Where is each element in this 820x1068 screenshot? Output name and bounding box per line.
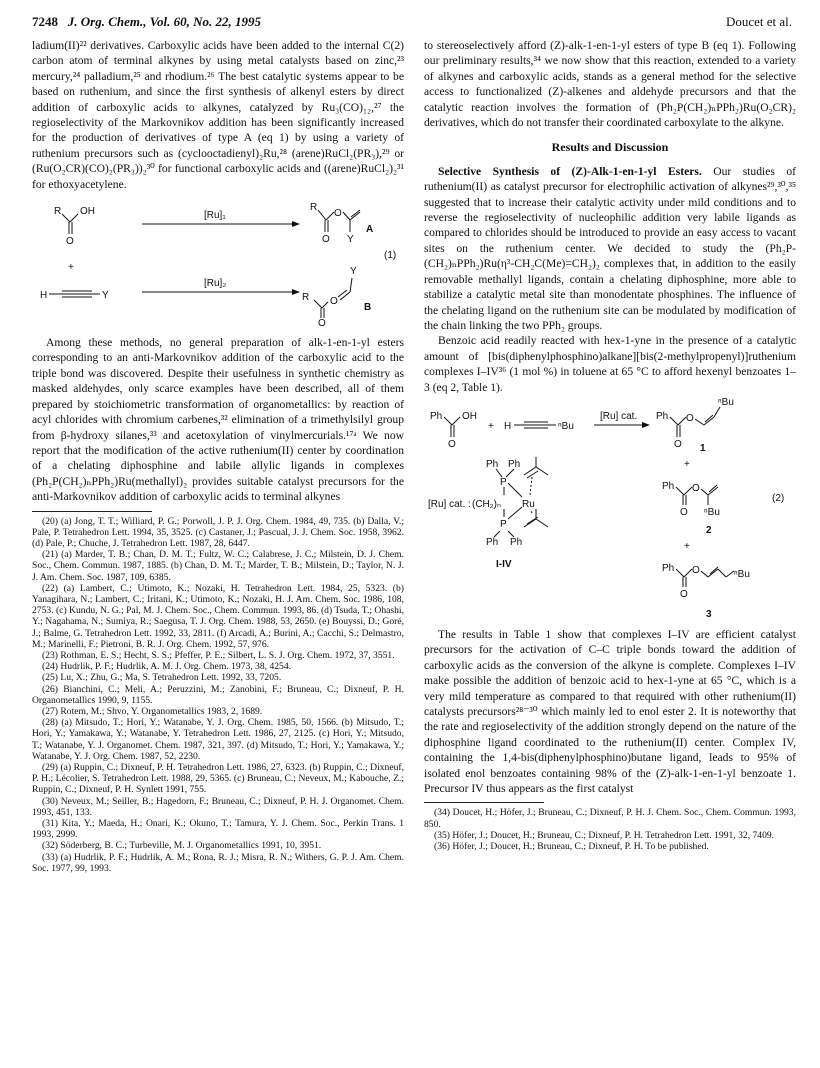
paragraph: ladium(II)²² derivatives. Carboxylic acids have been added to the internal C(2) carbon atom of terminal alkynes by using metal catalysts based on zinc,²³ mercury,²⁴ palladium,²⁵ and rhodium.²⁶ The best catalytic systems appear to be based on ruthenium, and since the first synthesis of alkenyl esters by direct addition of carboxylic acids to alkynes, catalyzed by Ru₃(CO)₁₂,²⁷ the regioselectivity of the Markovnikov addition has been significantly increased for the production of derivatives of type A (eq 1) by using a variety of ruthenium precursors such as (cyclooctadienyl)₂Ru,²⁸ (arene)RuCl₂(PR₃),²⁹ or (Ru(O₂CR)(CO)₂(PR₃))₂³⁰ for functional carboxylic acids and ((arene)RuCl₂)₂³¹ for ethoxyacetylene. (32, 39, 404, 191)
bond (506, 469, 514, 477)
bond (322, 302, 328, 308)
bond (714, 407, 720, 417)
arrowhead (292, 221, 300, 227)
eq2-label-1: 1 (700, 442, 706, 454)
eq2-o-p1b: O (674, 438, 682, 450)
eq1-prodB-r: R (302, 292, 310, 304)
paragraph-text: Our studies of ruthenium(II) as catalyst precursor for electrophilic activation of alkynes²⁹,³⁰,³⁵ suggested that to increase their catalytic activity under mild conditions and to reverse the regioselectivity of nucleophilic addition very labile ligands as compared to chlorides should be introduced to provide an easy access to vacant sites on the ruthenium center. We decided to study the (Ph₂P-(CH₂)ₙPPh₂)Ru(η³-CH₂C(Me)=CH₂)₂ complexes that, in addition to the easily removable methallyl ligands, contain a chelating diphosphine, more able to stabilize a catalytic metal site than monodentate phosphines. The influence of the chelating ligand on the ruthenium site can be modulated by modification of the chain linking the two PPh₂ groups. (424, 164, 797, 332)
paragraph: The results in Table 1 show that complexes I–IV are efficient catalyst precursors for the activation of C–C triple bonds toward the addition of carboxylic acids as the conversion of the alkyne is complete. Complexes I–IV make possible the addition of benzoic acid to hex-1-yne at 65 °C, which is a very mild temperature as compared to that required with other ruthenium(II) catalysts precursors²⁸⁻³⁰ which mainly led to enol ester 2. It is noteworthy that the rate and regioselectivity of the addition strongly depend on the nature of the diphosphine ligand coordinated to the ruthenium(II) center. Complex IV, containing the 1,4-bis(diphenylphosphino)butane ligand, leads to 95% of isolated enol benzoates containing 98% of the (Z)-alk-1-en-1-yl benzoate 1. Precursor IV thus appears as the first catalyst (424, 627, 796, 795)
eq1-alkyne-y: Y (102, 290, 109, 302)
bond (530, 477, 532, 495)
paragraph: Benzoic acid readily reacted with hex-1-yne in the presence of a catalytic amount of [bis(diphenylphosphino)alkane][bis(2-methylpropenyl)]ruthenium complexes I–IV³⁶ (1 mol %) in toluene at 65 °C to afford hexenyl benzoates 1–3 (eq 2, Table 1). (424, 334, 796, 394)
bond (343, 212, 350, 220)
eq2-ph-p2: Ph (662, 480, 675, 492)
reference: (26) Bianchini, C.; Meli, A.; Peruzzini, M.; Zanobini, F.; Bruneau, C.; Dixneuf, P. H. Organometallics 1990, 9, 1155. (32, 683, 404, 706)
equation-2-scheme (424, 395, 796, 627)
bond (708, 569, 718, 577)
bond (508, 507, 522, 519)
eq1-prodA-o2: O (322, 234, 330, 246)
equation-2-svg (424, 395, 796, 627)
paragraph (424, 164, 796, 333)
reference: (21) (a) Marder, T. B.; Chan, D. M. T.; Fultz, W. C.; Calabrese, J. C.; Milstein, D. J. Chem. Soc., Chem. Commun. 1987, 1885. (b) Chan, D. M. T.; Marder, T. B.; Milstein, D.; Taylor, N. J. J. Am. Chem. Soc. 1987, 109, 6385. (32, 549, 404, 583)
bond (340, 292, 350, 300)
methallyl-ligand (524, 509, 548, 527)
eq1-acid-o: O (66, 236, 74, 248)
bond (314, 300, 322, 308)
eq2-plus2: + (684, 458, 690, 470)
eq2-oh: OH (462, 410, 477, 422)
bond (70, 214, 78, 222)
bond (695, 419, 704, 425)
right-column (424, 38, 796, 852)
reference: (34) Doucet, H.; Höfer, J.; Bruneau, C.; Dixneuf, P. H. J. Chem. Soc., Chem. Commun. 1993, 850. (424, 807, 796, 830)
eq2-plus: + (488, 420, 494, 432)
reference: (20) (a) Jong, T. T.; Williard, P. G.; Porwoll, J. P. J. Org. Chem. 1984, 49, 735. (b) Dalla, V.; Pale, P. Tetrahedron Lett. 1994, 35, 3525. (c) Castaner, J.; Pascual, J. J. Chem. Soc. 1958, 3962. (d) Pale, P.; Chuche, J. Tetrahedron Lett. 1987, 28, 6447. (32, 515, 404, 549)
subsection-title: Selective Synthesis of (Z)-Alk-1-en-1-yl Esters. (438, 164, 702, 178)
eq1-alkyne-h: H (40, 290, 48, 302)
eq2-ph-c: Ph (486, 536, 499, 548)
bond (718, 569, 726, 577)
footnote-rule (424, 802, 544, 803)
left-column (32, 38, 404, 874)
eq2-ph-b: Ph (508, 458, 521, 470)
running-authors: Doucet et al. (725, 14, 792, 29)
reference: (24) Hudrlik, P. F.; Hudrlik, A. M. J. Org. Chem. 1973, 38, 4254. (42, 661, 292, 673)
arrowhead (642, 422, 650, 428)
eq1-prodB-o1: O (330, 296, 338, 308)
eq1-prodA-r: R (310, 202, 318, 214)
eq2-ch2n: (CH₂)ₙ (472, 498, 501, 510)
reference: (30) Neveux, M.; Seiller, B.; Hagedorn, F.; Bruneau, C.; Dixneuf, P. H. J. Organomet. Chem. 1993, 451, 133. (32, 795, 404, 818)
eq1-prodB-y: Y (350, 266, 357, 278)
eq2-o-p3b: O (680, 588, 688, 600)
eq1-number: (1) (384, 250, 397, 262)
eq2-o-p2: O (692, 482, 700, 494)
eq1-acid-r: R (54, 206, 62, 218)
bond (684, 487, 692, 495)
bond (496, 469, 502, 477)
bond (684, 569, 692, 577)
bond (701, 571, 708, 577)
eq2-o-acid: O (448, 438, 456, 450)
bond (350, 278, 352, 292)
bond (676, 487, 684, 495)
equation-1-svg (32, 192, 404, 327)
reference: (28) (a) Mitsudo, T.; Hori, Y.; Watanabe, Y. J. Org. Chem. 1985, 50, 1566. (b) Mitsudo, T.; Hori, Y.; Yamakawa, Y.; Watanabe, Y. Tetrahedron Lett. 1986, 27, 2125. (c) Hori, Y.; Mitsudo, T.; Watanabe, Y. J. Organomet. Chem. 1987, 321, 397. (d) Mitsudo, T.; Hori, Y.; Yamakawa, Y.; Watanabe, Y. J. Org. Chem. 1987, 52, 2230. (32, 717, 404, 762)
reference: (25) Lu, X.; Zhu, G.; Ma, S. Tetrahedron Lett. 1992, 33, 7205. (42, 672, 282, 684)
eq2-label-3: 3 (706, 608, 712, 620)
footnote-rule (32, 511, 152, 512)
bond (508, 483, 522, 497)
eq1-plus: + (68, 262, 74, 274)
page-number: 7248 (32, 14, 58, 29)
reference: (33) (a) Hudrlik, P. F.; Hudrlik, A. M.; Rona, R. J.; Misra, R. N.; Withers, G. P. J. Am. Chem. Soc. 1977, 99, 1993. (32, 851, 404, 874)
eq2-ru: Ru (522, 498, 535, 510)
arrowhead (292, 289, 300, 295)
reference: (29) (a) Ruppin, C.; Dixneuf, P. H. Tetrahedron Lett. 1986, 27, 6323. (b) Ruppin, C.; Dixneuf, P. H.; Lécolier, S. Tetrahedron Lett. 1988, 29, 5365. (c) Bruneau, C.; Neveux, M.; Kabouche, Z.; Ruppin, C.; Dixneuf, P. H. Synlett 1991, 755. (32, 762, 404, 796)
eq2-ph-d: Ph (510, 536, 523, 548)
bond (444, 417, 452, 425)
eq2-ph-p3: Ph (662, 562, 675, 574)
reference: (22) (a) Lambert, C.; Utimoto, K.; Nozaki, H. Tetrahedron Lett. 1984, 25, 5323. (b) Yanagihara, N.; Lambert, C.; Iritani, K.; Utimoto, K.; Nozaki, H. J. Am. Chem. Soc. 1986, 108, 2753. (c) Kundu, N. G.; Pal, M. J. Chem. Soc., Chem. Commun. 1993, 86. (d) Tsuda, T.; Ohashi, Y.; Nagahama, N.; Sumiya, R.; Saegusa, T. J. Org. Chem. 1988, 53, 2650. (e) Bouyssi, D.; Goré, J.; Balme, G. Tetrahedron Lett. 1992, 33, 2811. (f) Arcadi, A.; Burini, A.; Cacchi, S.; Delmastro, M.; Marinelli, F.; Pietroni, B. R. J. Org. Chem. 1992, 57, 976. (32, 582, 404, 650)
eq2-cat: [Ru] cat. (600, 410, 638, 422)
eq2-plus3: + (684, 540, 690, 552)
eq2-o-p3: O (692, 564, 700, 576)
reference: (23) Rothman, E. S.; Hecht, S. S.; Pfeffer, P. E.; Silbert, L. S. J. Org. Chem. 1972, 37, 3551. (42, 649, 395, 661)
methallyl-ligand (524, 457, 548, 478)
page-header (32, 14, 792, 34)
eq2-ph-a: Ph (486, 458, 499, 470)
eq2-complex-label: I-IV (496, 558, 512, 570)
eq2-nbu: ⁿBu (558, 420, 574, 432)
reference: (31) Kita, Y.; Maeda, H.; Onari, K.; Okuno, T.; Tamura, Y. J. Chem. Soc., Perkin Trans. 1 1993, 2999. (32, 818, 404, 841)
paragraph: to stereoselectively afford (Z)-alk-1-en-1-yl esters of type B (eq 1). Following our preliminary results,³⁴ we now show that this reaction, extended to a variety of alkynes and carboxylic acids, stands as a general method for the selective access to functionalized (Z)-alkenes and aldehyde precursors and that the catalytic reaction involves the formation of (Ph₂P(CH₂)ₙPPh₂)Ru(O₂CR)₂ derivatives, which do not transfer their coordinated carboxylate to the alkyne. (424, 39, 796, 130)
eq2-ph-p1: Ph (656, 410, 669, 422)
references-right (424, 807, 796, 852)
section-heading: Results and Discussion (551, 140, 669, 155)
eq2-label-2: 2 (706, 524, 712, 536)
eq2-number: (2) (772, 492, 785, 504)
eq2-p-bot: P (500, 518, 507, 530)
bond (326, 212, 334, 220)
eq1-ru2: [Ru]₂ (204, 278, 227, 290)
bond (670, 417, 678, 425)
eq1-prodB-o2: O (318, 318, 326, 328)
bond (452, 417, 460, 425)
bond (678, 417, 686, 425)
references-left (32, 516, 404, 875)
eq2-o-p1: O (686, 412, 694, 424)
eq2-nbu-p1: ⁿBu (718, 396, 734, 408)
reference: (32) Söderberg, B. C.; Turbeville, M. J. Organometallics 1991, 10, 3951. (42, 840, 322, 852)
eq2-p-top: P (500, 476, 507, 488)
bond (676, 569, 684, 577)
eq1-label-A: A (366, 224, 374, 236)
reference: (36) Höfer, J.; Doucet, H.; Bruneau, C.; Dixneuf, P. H. To be published. (434, 841, 709, 853)
reference: (35) Höfer, J.; Doucet, H.; Bruneau, C.; Dixneuf, P. H. Tetrahedron Lett. 1991, 32, 7409. (434, 829, 775, 841)
bond (318, 210, 326, 220)
eq2-h: H (504, 420, 512, 432)
bond (726, 571, 734, 577)
eq1-prodA-o1: O (334, 208, 342, 220)
journal-citation: J. Org. Chem., Vol. 60, No. 22, 1995 (67, 14, 261, 29)
reference: (27) Rotem, M.; Shvo, Y. Organometallics 1983, 2, 1689. (42, 705, 263, 717)
equation-1-scheme (32, 192, 404, 327)
eq1-prodA-y: Y (347, 234, 354, 246)
eq2-ph-acid: Ph (430, 410, 443, 422)
eq2-o-p2b: O (680, 506, 688, 518)
bond (701, 489, 708, 495)
header-left (32, 14, 261, 30)
eq1-acid-oh: OH (80, 206, 95, 218)
paragraph: Among these methods, no general preparation of alk-1-en-1-yl esters corresponding to an anti-Markovnikov addition of the carboxylic acid to the triple bond was discovered. Despite their usefulness in synthetic chemistry as masked aldehydes, only scarce examples have been described, all of them prepared by stoichiometric transformation of organometallics: by reaction of acyl chlorides with chromium carbenes,³² elimination of a trimethylsilyl group from β-hydroxy silanes,³³ and acetoxylation of vinylmercurials.¹⁷ᵃ We now report that the modification of the active ruthenium(II) center by coordination of a chelating diphosphine and labile allylic ligands in complexes (Ph₂P(CH₂)ₙPPh₂)Ru(methallyl)₂ provides suitable catalyst precursors for the anti-Markovnikov addition of carboxylic acids to terminal alkynes (32, 336, 404, 504)
eq1-label-B: B (364, 302, 372, 314)
eq2-ru-cat-label: [Ru] cat. : (428, 498, 471, 510)
eq1-ru1: [Ru]₁ (204, 210, 226, 222)
eq2-nbu-p2: ⁿBu (704, 506, 720, 518)
bond (62, 214, 70, 222)
eq2-nbu-p3: ⁿBu (734, 568, 750, 580)
